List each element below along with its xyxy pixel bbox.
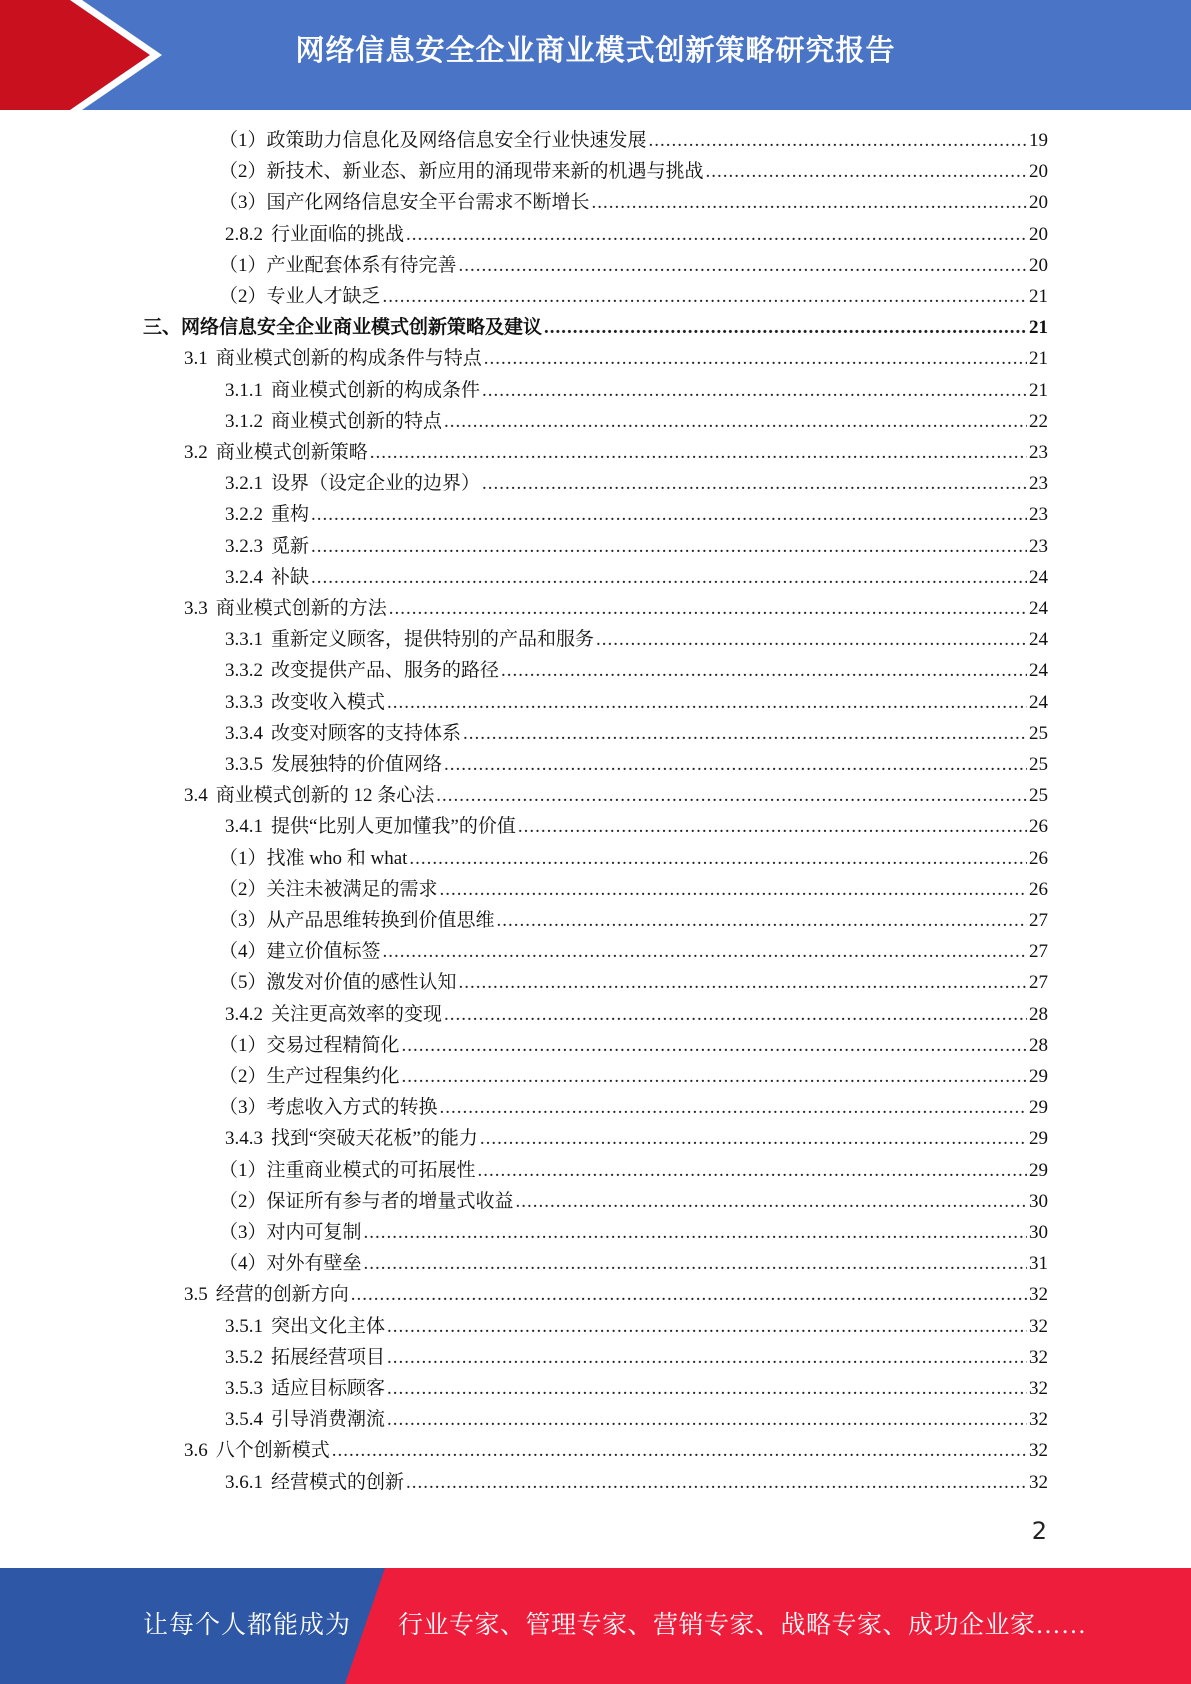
toc-entry-title: 关注更高效率的变现 [271, 1003, 443, 1025]
toc-entry-title: 产业配套体系有待完善 [266, 254, 457, 276]
toc-entry[interactable] [184, 1435, 1048, 1466]
toc-entry-title: 商业模式创新的构成条件与特点 [215, 348, 482, 370]
toc-entry-title: 商业模式创新策略 [215, 442, 368, 463]
toc-leader-dots [706, 156, 1027, 187]
toc-entry-number: 3.4.2 [225, 1003, 263, 1025]
toc-entry-page: 29 [1029, 1159, 1048, 1181]
toc-entry-number: （1） [219, 130, 267, 151]
toc-entry-number: 三、 [143, 317, 182, 339]
toc-entry[interactable] [225, 499, 1048, 530]
toc-leader-dots [311, 531, 1027, 562]
toc-leader-dots [444, 749, 1027, 780]
toc-entry-page: 23 [1029, 442, 1048, 463]
footer-slogan-left: 让每个人都能成为 [143, 1612, 352, 1639]
toc-entry-title: 找准 who 和 what [266, 847, 408, 869]
toc-leader-dots [497, 905, 1027, 936]
toc-entry[interactable] [184, 1279, 1048, 1310]
toc-entry-number: 3.3.3 [225, 691, 263, 713]
toc-entry-number: 3.6 [184, 1440, 208, 1462]
toc-entry-number: （3） [219, 1222, 267, 1243]
toc-entry-title: 改变收入模式 [271, 691, 386, 713]
toc-entry-title: 对外有壁垒 [266, 1253, 362, 1275]
toc-leader-dots [364, 1248, 1027, 1279]
toc-entry-number: 3.1.1 [225, 379, 263, 401]
toc-entry-page: 25 [1029, 722, 1048, 744]
toc-entry[interactable] [184, 780, 1048, 811]
toc-entry-number: 3.5 [184, 1284, 208, 1306]
toc-leader-dots [444, 406, 1027, 437]
footer-slogan-right: 行业专家、管理专家、营销专家、战略专家、成功企业家…… [398, 1612, 1087, 1639]
toc-entry-title: 建立价值标签 [266, 941, 381, 963]
toc-entry-title: 找到“突破天花板”的能力 [271, 1128, 478, 1150]
toc-entry-title: 对内可复制 [266, 1222, 362, 1243]
toc-entry-page: 24 [1029, 598, 1048, 619]
toc-entry[interactable] [219, 874, 1048, 905]
toc-entry[interactable] [219, 905, 1048, 936]
toc-entry-page: 22 [1029, 410, 1048, 432]
toc-entry-number: （2） [219, 286, 267, 307]
toc-entry[interactable] [219, 1061, 1048, 1092]
toc-entry-page: 23 [1029, 504, 1048, 526]
toc-leader-dots [351, 1279, 1027, 1310]
toc-leader-dots [406, 1467, 1027, 1498]
toc-entry[interactable] [184, 343, 1048, 374]
toc-entry-page: 32 [1029, 1471, 1048, 1493]
toc-entry[interactable] [219, 125, 1048, 156]
toc-entry-page: 21 [1029, 348, 1048, 370]
toc-entry[interactable] [219, 1155, 1048, 1186]
toc-entry-page: 26 [1029, 816, 1048, 838]
toc-leader-dots [544, 312, 1027, 343]
toc-leader-dots [387, 1342, 1027, 1373]
page-number: 2 [1031, 1517, 1047, 1545]
toc-entry[interactable] [225, 749, 1048, 780]
toc-entry[interactable] [219, 843, 1048, 874]
toc-entry-title: 突出文化主体 [271, 1315, 386, 1337]
toc-entry-page: 23 [1029, 535, 1048, 557]
toc-leader-dots [482, 468, 1027, 499]
toc-leader-dots [370, 437, 1027, 468]
toc-leader-dots [387, 687, 1027, 718]
toc-entry-page: 20 [1029, 254, 1048, 276]
toc-leader-dots [387, 1311, 1027, 1342]
toc-entry[interactable] [225, 468, 1048, 499]
toc-entry[interactable] [219, 1030, 1048, 1061]
toc-entry[interactable] [219, 187, 1048, 218]
toc-entry[interactable] [225, 718, 1048, 749]
toc-entry[interactable] [219, 1092, 1048, 1123]
toc-entry-title: 交易过程精简化 [266, 1034, 400, 1056]
toc-entry-title: 发展独特的价值网络 [271, 754, 443, 775]
toc-entry-title: 新技术、新业态、新应用的涌现带来新的机遇与挑战 [266, 161, 704, 183]
toc-entry-page: 26 [1029, 878, 1048, 900]
toc-entry-title: 重新定义顾客，提供特别的产品和服务 [271, 629, 595, 651]
toc-entry-number: 3.5.2 [225, 1346, 263, 1368]
toc-leader-dots [459, 967, 1027, 998]
toc-entry-number: 3.3 [184, 598, 208, 619]
toc-entry-title: 改变提供产品、服务的路径 [271, 660, 500, 682]
toc-entry[interactable] [219, 936, 1048, 967]
toc-leader-dots [516, 1186, 1027, 1217]
toc-entry-number: （4） [219, 1253, 267, 1275]
toc-entry-page: 20 [1029, 161, 1048, 183]
toc-entry-title: 关注未被满足的需求 [266, 878, 438, 900]
toc-entry-title: 重构 [271, 504, 310, 526]
toc-entry-number: （3） [219, 1097, 267, 1119]
toc-entry-page: 32 [1029, 1315, 1048, 1337]
toc-entry-title: 注重商业模式的可拓展性 [266, 1159, 476, 1181]
toc-entry[interactable] [225, 1342, 1048, 1373]
toc-entry[interactable] [225, 1311, 1048, 1342]
toc-entry-page: 29 [1029, 1128, 1048, 1150]
toc-leader-dots [478, 1155, 1027, 1186]
toc-entry-title: 商业模式创新的 12 条心法 [215, 785, 435, 807]
toc-entry-page: 29 [1029, 1066, 1048, 1087]
toc-leader-dots [364, 1217, 1027, 1248]
toc-entry[interactable] [225, 531, 1048, 562]
toc-leader-dots [444, 999, 1027, 1030]
toc-entry-title: 激发对价值的感性认知 [266, 972, 457, 994]
toc-entry-number: 3.4 [184, 785, 208, 807]
toc-entry-number: （2） [219, 1066, 267, 1087]
toc-leader-dots [387, 1404, 1027, 1435]
toc-entry-page: 21 [1029, 286, 1048, 307]
toc-entry-number: （5） [219, 972, 267, 994]
toc-entry-number: （2） [219, 161, 267, 183]
page-footer [0, 1568, 1191, 1684]
toc-entry-page: 23 [1029, 473, 1048, 495]
toc-entry-page: 32 [1029, 1284, 1048, 1306]
toc-leader-dots [596, 624, 1027, 655]
toc-entry-page: 32 [1029, 1409, 1048, 1431]
toc-entry-page: 20 [1029, 223, 1048, 245]
toc-leader-dots [383, 281, 1027, 312]
toc-entry-number: 3.5.4 [225, 1409, 263, 1431]
toc-entry-number: 3.2 [184, 442, 208, 463]
toc-entry-title: 觅新 [271, 535, 310, 557]
toc-entry-number: （2） [219, 1190, 267, 1212]
toc-entry-page: 27 [1029, 910, 1048, 931]
toc-entry-title: 八个创新模式 [215, 1440, 330, 1462]
toc-entry-page: 28 [1029, 1003, 1048, 1025]
toc-entry-page: 28 [1029, 1034, 1048, 1056]
toc-leader-dots [311, 499, 1027, 530]
toc-entry[interactable] [225, 1373, 1048, 1404]
toc-entry-page: 24 [1029, 660, 1048, 682]
toc-entry-title: 经营的创新方向 [215, 1284, 349, 1306]
toc-entry-page: 26 [1029, 847, 1048, 869]
toc-entry[interactable] [225, 1123, 1048, 1154]
toc-entry[interactable] [219, 281, 1048, 312]
toc-leader-dots [311, 562, 1027, 593]
toc-entry-title: 提供“比别人更加懂我”的价值 [271, 816, 516, 838]
toc-entry[interactable] [225, 687, 1048, 718]
toc-entry-number: 2.8.2 [225, 223, 263, 245]
toc-entry[interactable] [225, 562, 1048, 593]
toc-entry-number: 3.3.2 [225, 660, 263, 682]
toc-entry[interactable] [225, 375, 1048, 406]
toc-entry-title: 拓展经营项目 [271, 1346, 386, 1368]
toc-leader-dots [389, 593, 1027, 624]
toc-entry-title: 商业模式创新的特点 [271, 410, 443, 432]
toc-entry[interactable] [225, 406, 1048, 437]
toc-entry-page: 24 [1029, 629, 1048, 651]
toc-entry-title: 国产化网络信息安全平台需求不断增长 [266, 192, 590, 214]
toc-entry-page: 21 [1029, 317, 1048, 339]
toc-entry-number: 3.2.4 [225, 566, 263, 588]
toc-entry[interactable] [219, 250, 1048, 281]
toc-entry-title: 经营模式的创新 [271, 1471, 405, 1493]
toc-leader-dots [518, 811, 1027, 842]
toc-leader-dots [332, 1435, 1027, 1466]
toc-entry-number: （1） [219, 847, 267, 869]
toc-entry-page: 29 [1029, 1097, 1048, 1119]
toc-entry-title: 从产品思维转换到价值思维 [266, 910, 495, 931]
toc-leader-dots [440, 874, 1027, 905]
toc-entry-number: 3.6.1 [225, 1471, 263, 1493]
toc-leader-dots [436, 780, 1027, 811]
toc-entry-number: （1） [219, 254, 267, 276]
toc-leader-dots [406, 219, 1027, 250]
toc-entry-number: 3.3.4 [225, 722, 263, 744]
toc-leader-dots [482, 375, 1027, 406]
toc-entry-page: 20 [1029, 192, 1048, 214]
toc-entry-number: 3.3.5 [225, 754, 263, 775]
toc-entry[interactable] [225, 1404, 1048, 1435]
toc-entry[interactable] [225, 655, 1048, 686]
toc-leader-dots [402, 1061, 1027, 1092]
toc-entry-page: 27 [1029, 972, 1048, 994]
toc-entry-page: 32 [1029, 1378, 1048, 1399]
toc-entry-title: 商业模式创新的构成条件 [271, 379, 481, 401]
toc-entry[interactable] [219, 1217, 1048, 1248]
toc-entry-number: 3.2.3 [225, 535, 263, 557]
toc-entry-title: 保证所有参与者的增量式收益 [266, 1190, 514, 1212]
toc-leader-dots [459, 250, 1027, 281]
toc-entry-page: 25 [1029, 785, 1048, 807]
toc-entry-title: 生产过程集约化 [266, 1066, 400, 1087]
toc-leader-dots [387, 1373, 1027, 1404]
toc-entry-page: 24 [1029, 691, 1048, 713]
toc-entry-number: 3.2.2 [225, 504, 263, 526]
toc-entry-title: 适应目标顾客 [271, 1378, 386, 1399]
toc-entry-number: 3.1 [184, 348, 208, 370]
toc-leader-dots [409, 843, 1027, 874]
toc-entry[interactable] [143, 312, 1048, 343]
toc-entry-page: 30 [1029, 1190, 1048, 1212]
toc-entry-page: 32 [1029, 1440, 1048, 1462]
toc-entry-page: 24 [1029, 566, 1048, 588]
toc-entry-number: （1） [219, 1034, 267, 1056]
toc-entry-number: 3.4.3 [225, 1128, 263, 1150]
toc-entry-number: （3） [219, 910, 267, 931]
toc-leader-dots [592, 187, 1027, 218]
toc-entry-number: 3.3.1 [225, 629, 263, 651]
toc-entry-number: 3.4.1 [225, 816, 263, 838]
toc-entry[interactable] [219, 967, 1048, 998]
toc-entry-title: 网络信息安全企业商业模式创新策略及建议 [181, 317, 543, 339]
toc-entry-page: 25 [1029, 754, 1048, 775]
toc-entry[interactable] [225, 999, 1048, 1030]
toc-entry-title: 设界（设定企业的边界） [271, 473, 481, 495]
toc-entry-page: 31 [1029, 1253, 1048, 1275]
toc-entry-number: 3.5.3 [225, 1378, 263, 1399]
toc-entry-page: 27 [1029, 941, 1048, 963]
toc-entry-page: 21 [1029, 379, 1048, 401]
toc-entry-title: 商业模式创新的方法 [215, 598, 387, 619]
toc-entry-title: 行业面临的挑战 [271, 223, 405, 245]
toc-leader-dots [463, 718, 1027, 749]
toc-entry[interactable] [219, 1186, 1048, 1217]
toc-entry[interactable] [225, 624, 1048, 655]
toc-entry-number: （3） [219, 192, 267, 214]
page-header [0, 0, 1191, 110]
toc-entry[interactable] [219, 1248, 1048, 1279]
toc-entry-number: 3.2.1 [225, 473, 263, 495]
report-title: 网络信息安全企业商业模式创新策略研究报告 [295, 33, 896, 67]
toc-entry[interactable] [225, 811, 1048, 842]
toc-leader-dots [480, 1123, 1027, 1154]
toc-leader-dots [501, 655, 1027, 686]
toc-entry[interactable] [184, 593, 1048, 624]
toc-entry[interactable] [219, 156, 1048, 187]
toc-entry-title: 改变对顾客的支持体系 [271, 722, 462, 744]
toc-entry-page: 30 [1029, 1222, 1048, 1243]
toc-entry[interactable] [184, 437, 1048, 468]
toc-entry-title: 引导消费潮流 [271, 1409, 386, 1431]
toc-leader-dots [383, 936, 1027, 967]
toc-entry-number: 3.5.1 [225, 1315, 263, 1337]
toc-entry-number: （1） [219, 1159, 267, 1181]
toc-entry[interactable] [225, 219, 1048, 250]
toc-leader-dots [649, 125, 1027, 156]
toc-entry-title: 政策助力信息化及网络信息安全行业快速发展 [266, 130, 647, 151]
toc-entry-page: 32 [1029, 1346, 1048, 1368]
toc-entry-page: 19 [1029, 130, 1048, 151]
toc-entry-title: 专业人才缺乏 [266, 286, 381, 307]
toc-entry-number: 3.1.2 [225, 410, 263, 432]
toc-leader-dots [440, 1092, 1027, 1123]
toc-leader-dots [484, 343, 1027, 374]
toc-entry-number: （2） [219, 878, 267, 900]
toc-leader-dots [402, 1030, 1027, 1061]
toc-entry-title: 补缺 [271, 566, 310, 588]
toc-entry-title: 考虑收入方式的转换 [266, 1097, 438, 1119]
toc-entry[interactable] [225, 1467, 1048, 1498]
toc-entry-number: （4） [219, 941, 267, 963]
